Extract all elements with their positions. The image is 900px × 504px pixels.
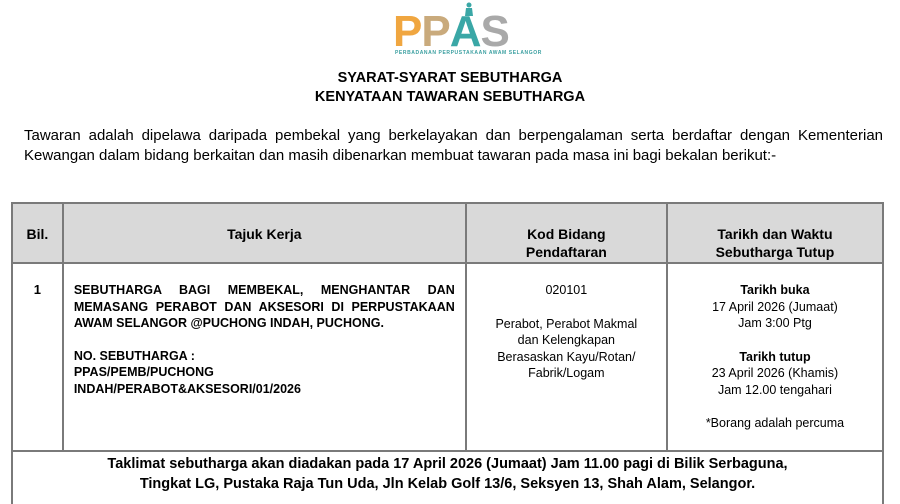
tarikh-buka-time: Jam 3:00 Ptg [738, 316, 812, 330]
cell-kod-bidang [466, 263, 667, 451]
tarikh-buka-label: Tarikh buka [740, 283, 810, 297]
kod-desc-line: Fabrik/Logam [528, 366, 605, 380]
tarikh-tutup-date: 23 April 2026 (Khamis) [711, 366, 839, 380]
header-bil [12, 203, 63, 263]
tajuk-kerja-text: SEBUTHARGA BAGI MEMBEKAL, MENGHANTAR DAN MEMASANG PERABOT DAN AKSESORI DI PERPUSTAKAAN AWAM SELANGOR @PUCHONG INDAH, PUCHONG. [73, 283, 455, 330]
no-sebutharga-line2: INDAH/PERABOT&AKSESORI/01/2026 [73, 381, 301, 396]
tarikh-tutup-time: Jam 12.00 tengahari [717, 382, 832, 397]
table-row [12, 263, 883, 451]
kod-desc-line: Berasaskan Kayu/Rotan/ [497, 349, 636, 364]
kod-desc-line: dan Kelengkapan [517, 333, 615, 347]
cell-tarikh-waktu [667, 263, 883, 451]
header-tarikh-line1: Tarikh dan Waktu [717, 226, 833, 242]
logo-letter-p1: P [393, 7, 422, 56]
tarikh-tutup-label: Tarikh tutup [739, 349, 811, 364]
header-tajuk [63, 203, 466, 263]
title-line-1: SYARAT-SYARAT SEBUTHARGA [337, 70, 563, 86]
header-tarikh-line2: Sebutharga Tutup [715, 244, 835, 260]
no-sebutharga-line1: PPAS/PEMB/PUCHONG [73, 365, 214, 379]
borang-note: *Borang adalah percuma [705, 416, 845, 430]
logo-letter-p2: P [421, 7, 450, 56]
ppas-logo [393, 2, 542, 58]
briefing-line-2: Tingkat LG, Pustaka Raja Tun Uda, Jln Kelab Golf 13/6, Seksyen 13, Shah Alam, Selangor. [139, 476, 756, 492]
kod-bidang-description [467, 316, 666, 382]
header-kod-line2: Pendaftaran [525, 244, 607, 260]
logo-subtitle: PERBADANAN PERPUSTAKAAN AWAM SELANGOR [395, 50, 542, 56]
logo-wordmark [393, 7, 509, 56]
header-tajuk-label: Tajuk Kerja [227, 226, 302, 242]
document-title [0, 69, 900, 107]
kod-bidang-code: 020101 [545, 283, 588, 297]
intro-paragraph: Tawaran adalah dipelawa daripada pembekal yang berkelayakan dan berpengalaman serta berdaftar dengan Kementerian Kewangan dalam bidang berkaitan dan masih dibenarkan membuat tawaran pada masa ini bagi bekalan berikut:- [24, 127, 883, 164]
kod-desc-line: Perabot, Perabot Makmal [495, 316, 638, 331]
cell-bil: 1 [12, 263, 63, 451]
header-kod [466, 203, 667, 263]
tarikh-buka-date: 17 April 2026 (Jumaat) [712, 299, 838, 314]
header-bil-label: Bil. [26, 226, 49, 242]
header-kod-line1: Kod Bidang [527, 226, 606, 242]
tender-table [11, 202, 884, 504]
no-sebutharga [74, 348, 455, 398]
no-sebutharga-label: NO. SEBUTHARGA : [73, 348, 195, 363]
cell-tajuk [63, 263, 466, 451]
title-line-2: KENYATAAN TAWARAN SEBUTHARGA [314, 89, 586, 105]
briefing-row [12, 451, 883, 504]
header-tarikh [667, 203, 883, 263]
table-header-row [12, 203, 883, 263]
logo-letter-s: S [480, 7, 509, 56]
briefing-cell [12, 451, 883, 504]
logo-letter-a: A [449, 7, 481, 56]
briefing-line-1: Taklimat sebutharga akan diadakan pada 17 April 2026 (Jumaat) Jam 11.00 pagi di Bilik Serbaguna, [107, 456, 788, 472]
